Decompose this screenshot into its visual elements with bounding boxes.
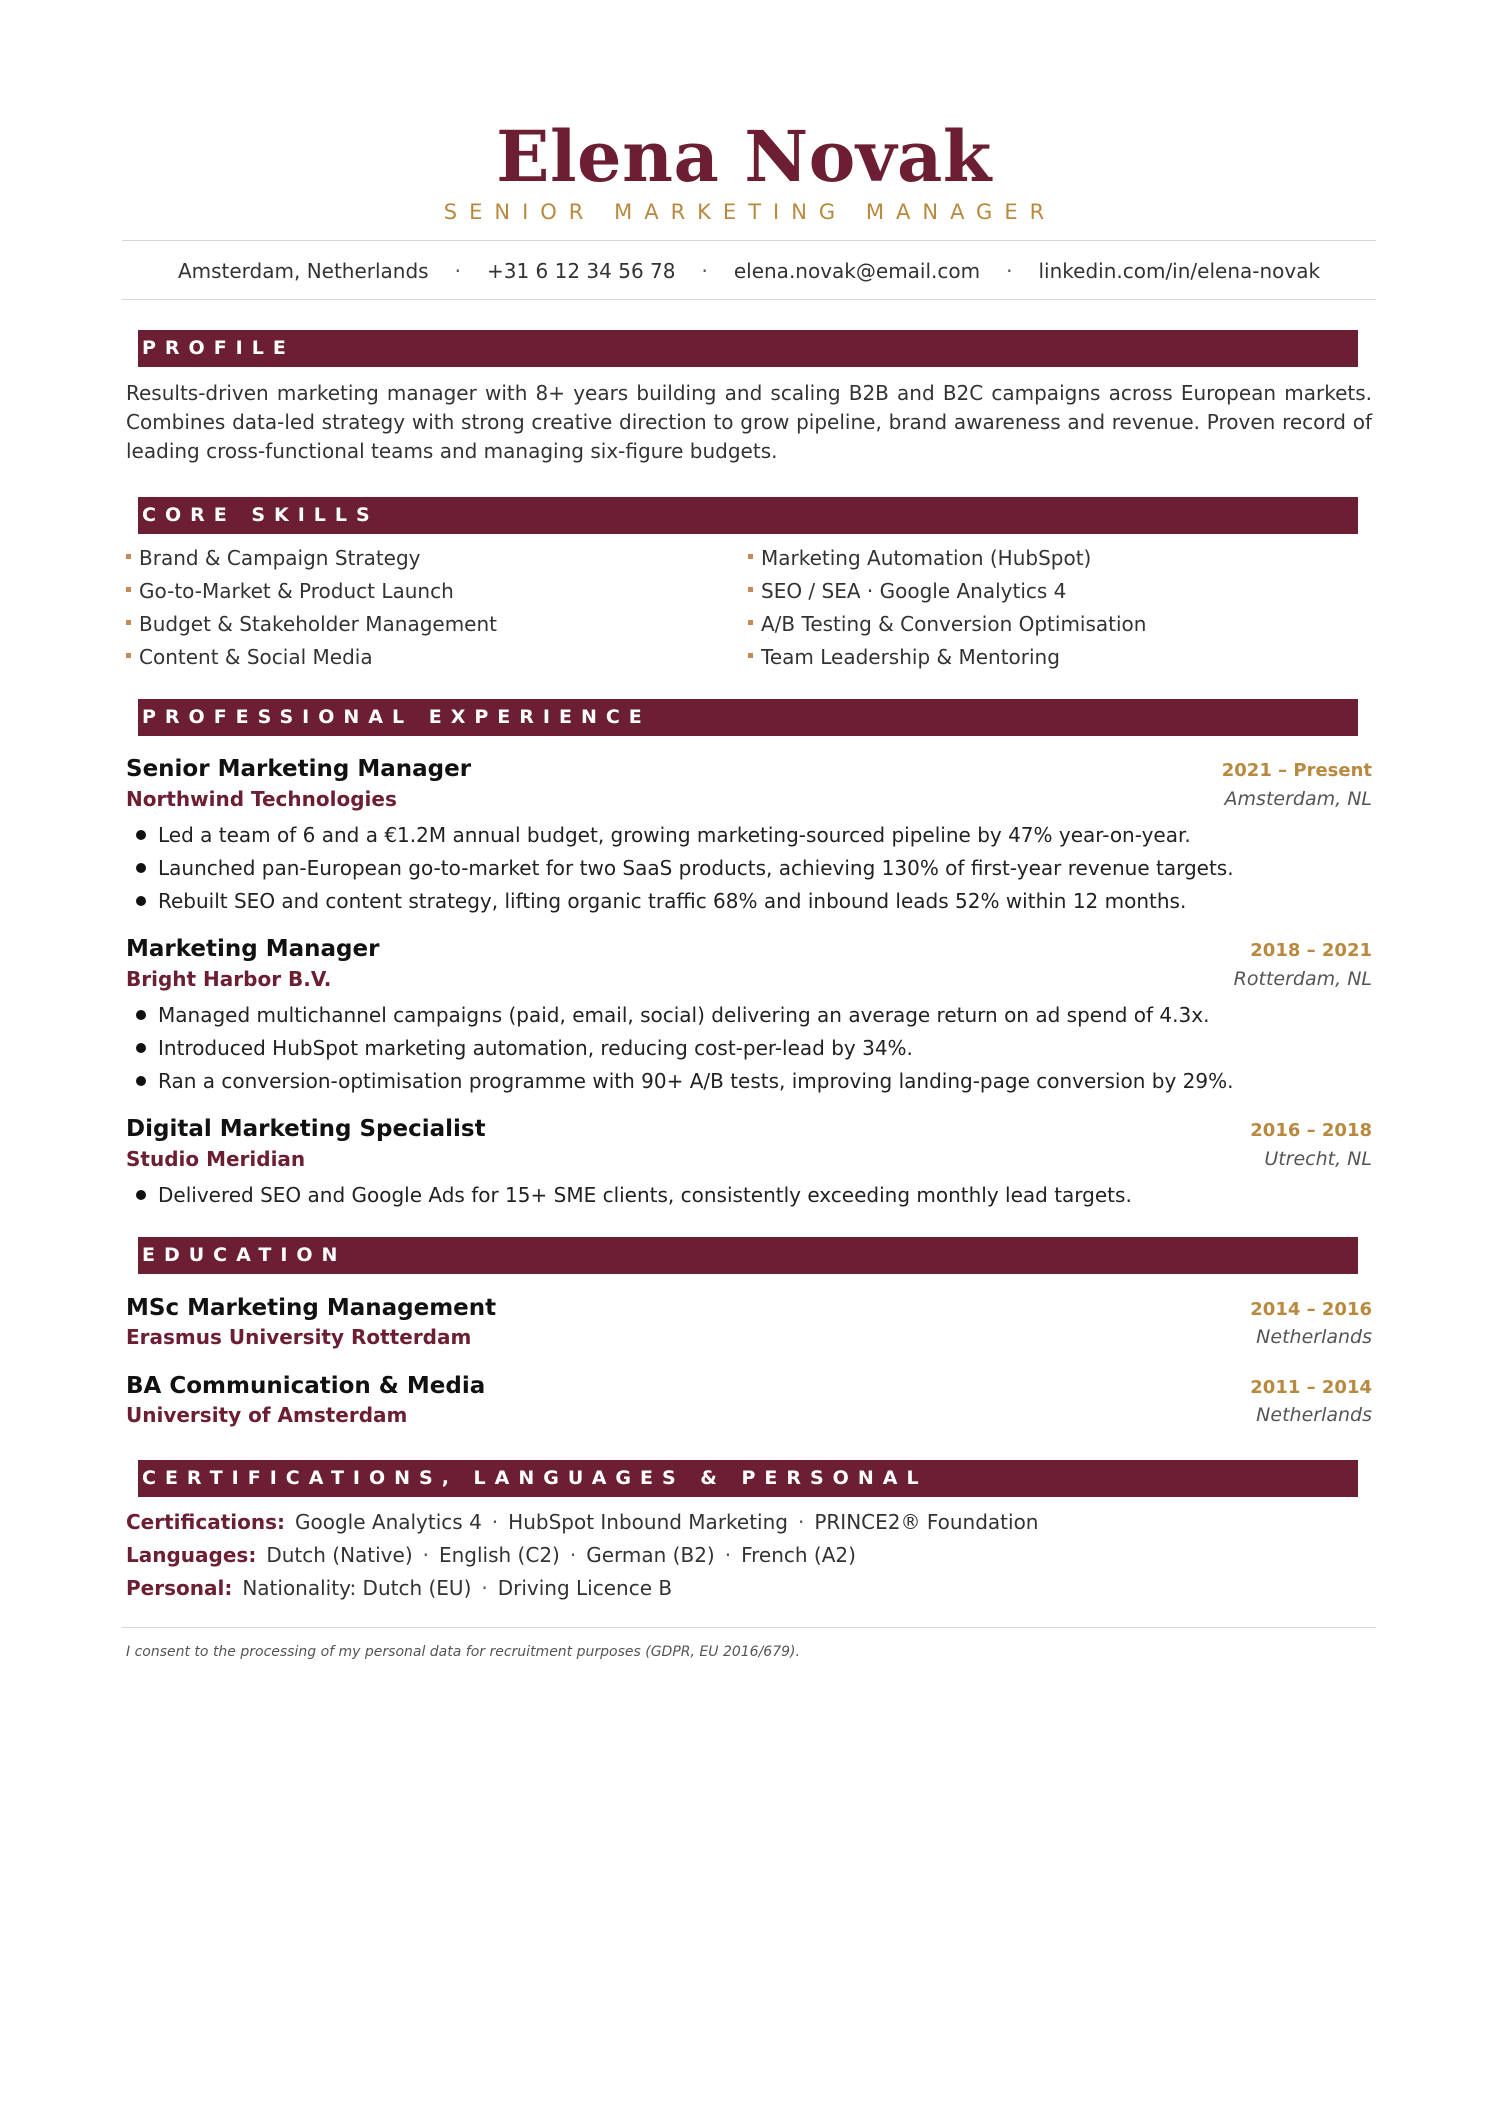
section-heading-extras: CERTIFICATIONS, LANGUAGES & PERSONAL [138,1460,1358,1497]
square-bullet-icon [126,587,131,592]
job-company: Northwind Technologies [126,787,397,811]
square-bullet-icon [126,554,131,559]
job-dates: 2016 – 2018 [1250,1120,1372,1141]
bullet-dot-icon [136,896,146,906]
skill-item: Budget & Stakeholder Management [126,609,497,639]
languages-label: Languages: [126,1543,257,1567]
footer-divider [122,1627,1376,1628]
job-location: Utrecht, NL [1264,1148,1372,1170]
job-bullet: Introduced HubSpot marketing automation, reducing cost-per-lead by 34%. [136,1033,913,1063]
bullet-dot-icon [136,830,146,840]
personal-label: Personal: [126,1576,233,1600]
bullet-dot-icon [136,863,146,873]
edu-location: Netherlands [1256,1326,1372,1348]
square-bullet-icon [748,587,753,592]
bullet-dot-icon [136,1010,146,1020]
job-title: Marketing Manager [126,936,380,962]
job-location: Amsterdam, NL [1224,788,1372,810]
job-company: Studio Meridian [126,1147,306,1171]
section-heading-experience: PROFESSIONAL EXPERIENCE [138,699,1358,736]
contact-separator: · [1006,259,1013,283]
job-bullet: Rebuilt SEO and content strategy, lifting organic traffic 68% and inbound leads 52% within 12 months. [136,886,1186,916]
gdpr-consent-note: I consent to the processing of my personal data for recruitment purposes (GDPR, EU 2016/679). [126,1644,800,1660]
candidate-title: SENIOR MARKETING MANAGER [443,200,1057,224]
square-bullet-icon [748,620,753,625]
edu-school: Erasmus University Rotterdam [126,1325,472,1349]
bullet-dot-icon [136,1043,146,1053]
candidate-name: Elena Novak [496,115,992,198]
square-bullet-icon [126,653,131,658]
job-bullet: Led a team of 6 and a €1.2M annual budget, growing marketing-sourced pipeline by 47% year-on-year. [136,820,1191,850]
job-dates: 2018 – 2021 [1250,940,1372,961]
skill-item: Content & Social Media [126,642,373,672]
edu-dates: 2014 – 2016 [1250,1299,1372,1320]
edu-dates: 2011 – 2014 [1250,1377,1372,1398]
edu-degree: MSc Marketing Management [126,1295,497,1321]
contact-linkedin: linkedin.com/in/elena-novak [1038,259,1321,283]
contact-location: Amsterdam, Netherlands [177,259,429,283]
square-bullet-icon [748,653,753,658]
job-title: Senior Marketing Manager [126,756,472,782]
contact-phone: +31 6 12 34 56 78 [486,259,676,283]
header-divider-bottom [122,299,1376,300]
job-bullet: Launched pan-European go-to-market for two SaaS products, achieving 130% of first-year revenue targets. [136,853,1234,883]
job-location: Rotterdam, NL [1233,968,1372,990]
bullet-dot-icon [136,1190,146,1200]
square-bullet-icon [126,620,131,625]
languages-line: Languages: Dutch (Native) · English (C2) · German (B2) · French (A2) [126,1543,856,1567]
contact-line [122,256,1376,286]
job-dates: 2021 – Present [1221,760,1372,781]
edu-degree: BA Communication & Media [126,1373,486,1399]
section-heading-education: EDUCATION [138,1237,1358,1274]
bullet-dot-icon [136,1076,146,1086]
job-bullet: Managed multichannel campaigns (paid, email, social) delivering an average return on ad spend of 4.3x. [136,1000,1209,1030]
edu-school: University of Amsterdam [126,1403,408,1427]
job-bullet: Delivered SEO and Google Ads for 15+ SME clients, consistently exceeding monthly lead targets. [136,1180,1132,1210]
square-bullet-icon [748,554,753,559]
skill-item: Team Leadership & Mentoring [748,642,1060,672]
contact-separator: · [701,259,708,283]
certifications-label: Certifications: [126,1510,285,1534]
section-heading-profile: PROFILE [138,330,1358,367]
certifications-line: Certifications: Google Analytics 4 · HubSpot Inbound Marketing · PRINCE2® Foundation [126,1510,1039,1534]
skill-item: A/B Testing & Conversion Optimisation [748,609,1146,639]
skill-item: Go-to-Market & Product Launch [126,576,454,606]
job-bullet: Ran a conversion-optimisation programme with 90+ A/B tests, improving landing-page conversion by 29%. [136,1066,1233,1096]
contact-email: elena.novak@email.com [733,259,981,283]
profile-summary: Results-driven marketing manager with 8+ years building and scaling B2B and B2C campaigns across European markets. Combines data-led strategy with strong creative direction to grow pipeline, brand awareness and revenue. Proven record of leading cross-functional teams and managing six-figure budgets. [126,381,1372,463]
contact-separator: · [454,259,461,283]
edu-location: Netherlands [1256,1404,1372,1426]
skill-item: Brand & Campaign Strategy [126,543,421,573]
section-heading-skills: CORE SKILLS [138,497,1358,534]
personal-line: Personal: Nationality: Dutch (EU) · Driving Licence B [126,1576,673,1600]
skill-item: Marketing Automation (HubSpot) [748,543,1091,573]
header-divider-top [122,240,1376,241]
job-title: Digital Marketing Specialist [126,1116,486,1142]
job-company: Bright Harbor B.V. [126,967,332,991]
skill-item: SEO / SEA · Google Analytics 4 [748,576,1066,606]
